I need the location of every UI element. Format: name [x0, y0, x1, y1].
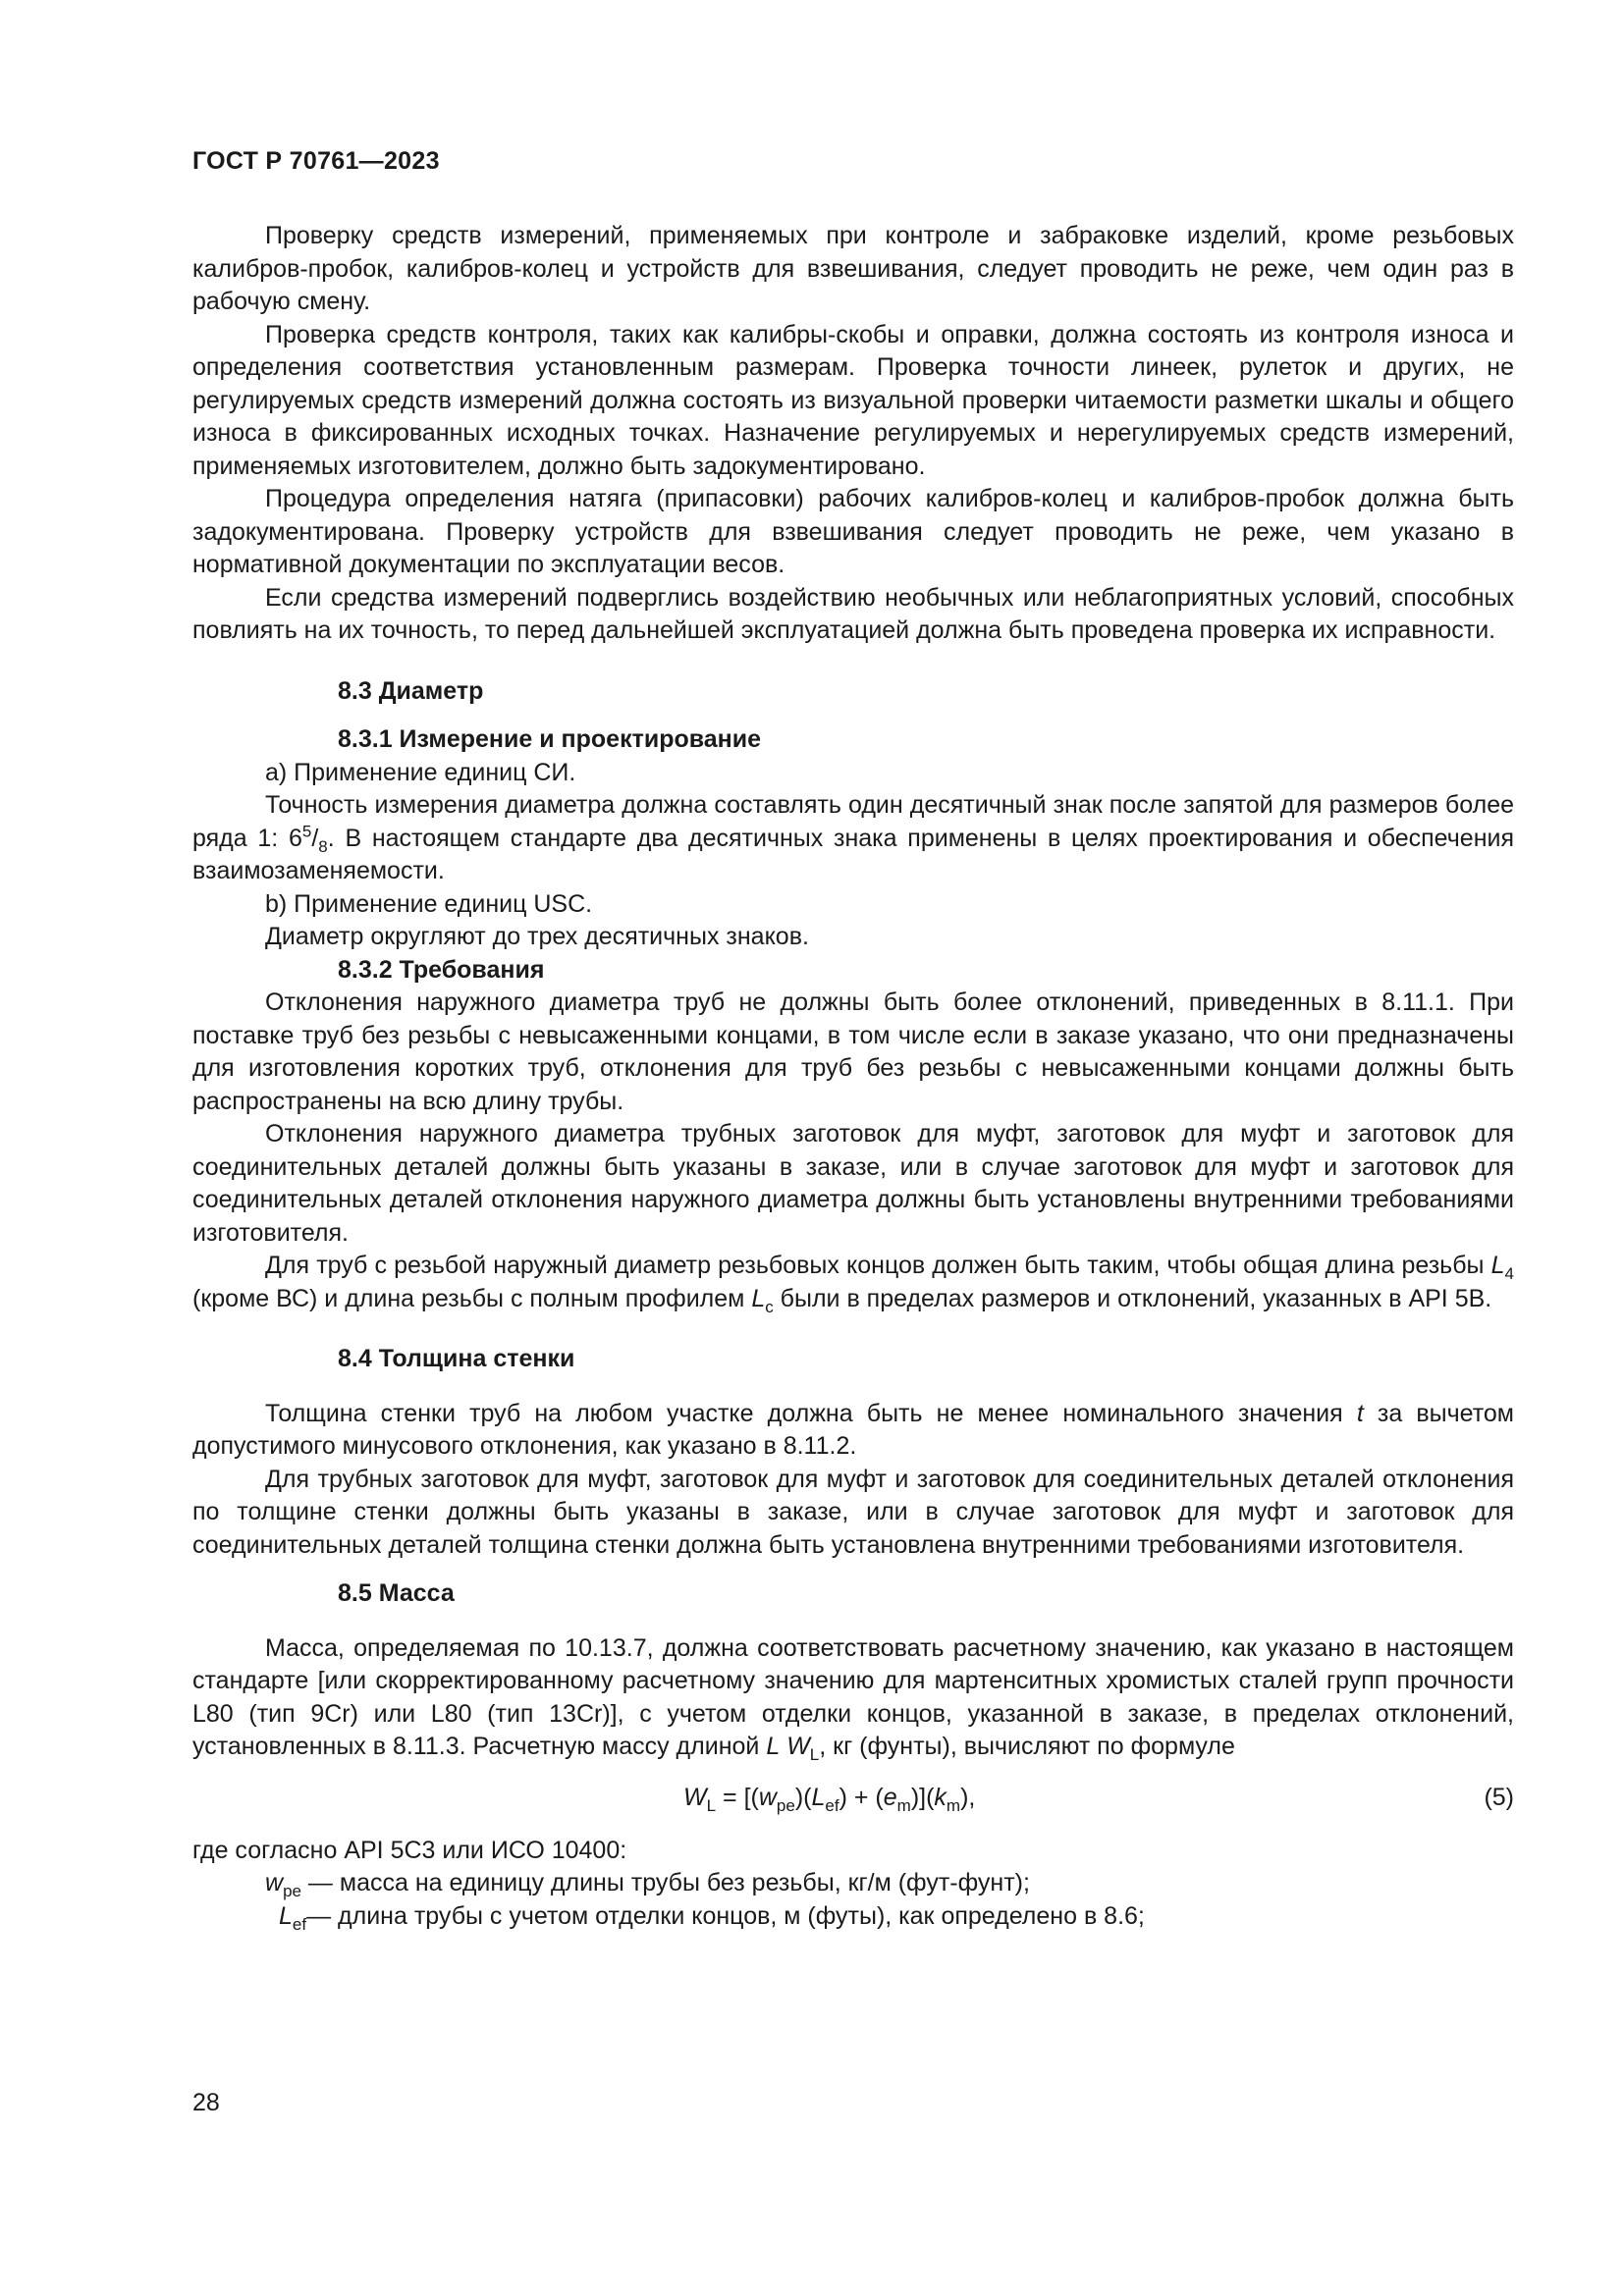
- paragraph: [192, 1250, 1514, 1315]
- document-body: [192, 220, 1514, 1933]
- section-heading: 8.4 Толщина стенки: [338, 1345, 575, 1372]
- symbol-subscript: pe: [283, 1882, 301, 1900]
- paragraph: Отклонения наружного диаметра труб не должны быть более отклонений, приведенных в 8.11.1. При поставке труб без резьбы с невысаженными концами, в том числе если в заказе указано, что они предназначены для изготовления коротких труб, отклонения для труб без резьбы с невысаженными концами должны быть распространены на всю длину трубы.: [192, 988, 1514, 1115]
- section-heading: 8.5 Масса: [338, 1579, 455, 1607]
- symbol: L: [279, 1901, 293, 1930]
- definition-item: [192, 1900, 1514, 1934]
- formula-symbol: w: [758, 1783, 777, 1811]
- symbol-subscript: c: [765, 1297, 774, 1316]
- symbol-subscript: 4: [1504, 1264, 1514, 1283]
- subsection-heading: 8.3.2 Требования: [338, 955, 545, 984]
- paragraph-text: за вычетом допустимого минусового отклонения, как указано в 8.11.2.: [192, 1399, 1514, 1460]
- definition-text: — длина трубы с учетом отделки концов, м (футы), как определено в 8.6;: [306, 1901, 1145, 1930]
- formula-symbol: k: [934, 1783, 947, 1811]
- paragraph: Диаметр округляют до трех десятичных знаков.: [265, 923, 809, 950]
- paragraph-text: Толщина стенки труб на любом участке должна быть не менее номинального значения: [265, 1399, 1357, 1427]
- section-heading: 8.3 Диаметр: [338, 676, 484, 705]
- formula-operator: ),: [960, 1783, 976, 1811]
- definition-item: [192, 1867, 1514, 1900]
- fraction-slash: /: [311, 824, 319, 852]
- formula: [683, 1782, 975, 1815]
- paragraph: [192, 1398, 1514, 1464]
- symbol: t: [1356, 1399, 1364, 1427]
- fraction-denominator: 8: [318, 836, 328, 856]
- formula-subscript: pe: [776, 1795, 795, 1815]
- paragraph-text: . В настоящем стандарте два десятичных знака применены в целях проектирования и обеспечения взаимозаменяемости.: [192, 824, 1514, 884]
- symbol-subscript: L: [809, 1745, 820, 1764]
- formula-operator: )(: [794, 1783, 812, 1811]
- paragraph: Проверку средств измерений, применяемых при контроле и забраковке изделий, кроме резьбовых калибров-пробок, калибров-колец и устройств для взвешивания, следует проводить не реже, чем один раз в рабочую смену.: [192, 222, 1514, 315]
- formula-subscript: m: [896, 1795, 911, 1815]
- paragraph: [192, 789, 1514, 888]
- paragraph: Если средства измерений подверглись воздействию необычных или неблагоприятных условий, способных повлиять на их точность, то перед дальнейшей эксплуатацией должна быть проведена проверка их исправности.: [192, 583, 1514, 644]
- fraction-numerator: 5: [301, 822, 312, 841]
- symbol-subscript: ef: [292, 1914, 307, 1934]
- formula-subscript: m: [946, 1795, 961, 1815]
- list-item: b) Применение единиц USC.: [265, 889, 593, 918]
- symbol: W: [786, 1733, 810, 1760]
- formula-operator: = [(: [716, 1783, 759, 1811]
- symbol: L: [1490, 1252, 1505, 1279]
- paragraph-text: Точность измерения диаметра должна составлять один десятичный знак после запятой для размеров более ряда 1: 6: [192, 791, 1514, 852]
- subsection-heading: 8.3.1 Измерение и проектирование: [338, 725, 762, 753]
- paragraph-text: , кг (фунты), вычисляют по формуле: [819, 1733, 1235, 1760]
- formula-row: [192, 1776, 1514, 1825]
- symbol: w: [265, 1869, 284, 1896]
- paragraph: где согласно API 5C3 или ИСО 10400:: [192, 1836, 627, 1864]
- paragraph-text: Масса, определяемая по 10.13.7, должна соответствовать расчетному значению, как указано в настоящем стандарте [или скорректированному расчетному значению для мартенситных хромистых сталей групп прочности L80 (тип 9Cr) или L80 (тип 13Cr)], с учетом отделки концов, указанной в заказе, в пределах отклонений, установленных в 8.11.3. Расчетную массу длиной: [192, 1633, 1514, 1760]
- formula-operator: )](: [910, 1783, 935, 1811]
- symbol: L: [766, 1733, 781, 1760]
- paragraph: Процедура определения натяга (припасовки) рабочих калибров-колец и калибров-пробок должна быть задокументирована. Проверку устройств для взвешивания следует проводить не реже, чем указано в нормативной документации по эксплуатации весов.: [192, 485, 1514, 578]
- paragraph: Проверка средств контроля, таких как калибры-скобы и оправки, должна состоять из контроля износа и определения соответствия установленным размерам. Проверка точности линеек, рулеток и других, не регулируемых средств измерений должна состоять из визуальной проверки читаемости разметки шкалы и общего износа в фиксированных исходных точках. Назначение регулируемых и нерегулируемых средств измерений, применяемых изготовителем, должно быть задокументировано.: [192, 320, 1514, 480]
- paragraph: [192, 1632, 1514, 1764]
- symbol: L: [751, 1284, 766, 1312]
- document-header: ГОСТ Р 70761—2023: [192, 147, 440, 175]
- paragraph-text: (кроме ВС) и длина резьбы с полным профилем: [192, 1284, 752, 1312]
- formula-subscript: L: [706, 1795, 717, 1815]
- paragraph: Для трубных заготовок для муфт, заготовок для муфт и заготовок для соединительных деталей отклонения по толщине стенки должны быть указаны в заказе, или в случае заготовок для муфт и заготовок для соединительных деталей толщина стенки должна быть установлена внутренними требованиями изготовителя.: [192, 1465, 1514, 1559]
- definition-text: — масса на единицу длины трубы без резьбы, кг/м (фут-фунт);: [300, 1869, 1030, 1896]
- formula-number: (5): [1484, 1783, 1514, 1811]
- formula-subscript: ef: [825, 1795, 839, 1815]
- formula-symbol: e: [883, 1783, 897, 1811]
- formula-operator: ) + (: [839, 1783, 884, 1811]
- formula-symbol: W: [683, 1783, 707, 1811]
- paragraph-text: были в пределах размеров и отклонений, указанных в API 5B.: [773, 1284, 1492, 1312]
- page-number: 28: [192, 2089, 220, 2116]
- paragraph-text: Для труб с резьбой наружный диаметр резьбовых концов должен быть таким, чтобы общая длина резьбы: [265, 1252, 1491, 1279]
- paragraph: Отклонения наружного диаметра трубных заготовок для муфт, заготовок для муфт и заготовок для соединительных деталей должны быть указаны в заказе, или в случае заготовок для муфт и заготовок для соединительных деталей отклонения наружного диаметра должны быть установлены внутренними требованиями изготовителя.: [192, 1120, 1514, 1247]
- formula-symbol: L: [811, 1783, 826, 1811]
- list-item: a) Применение единиц СИ.: [265, 758, 576, 786]
